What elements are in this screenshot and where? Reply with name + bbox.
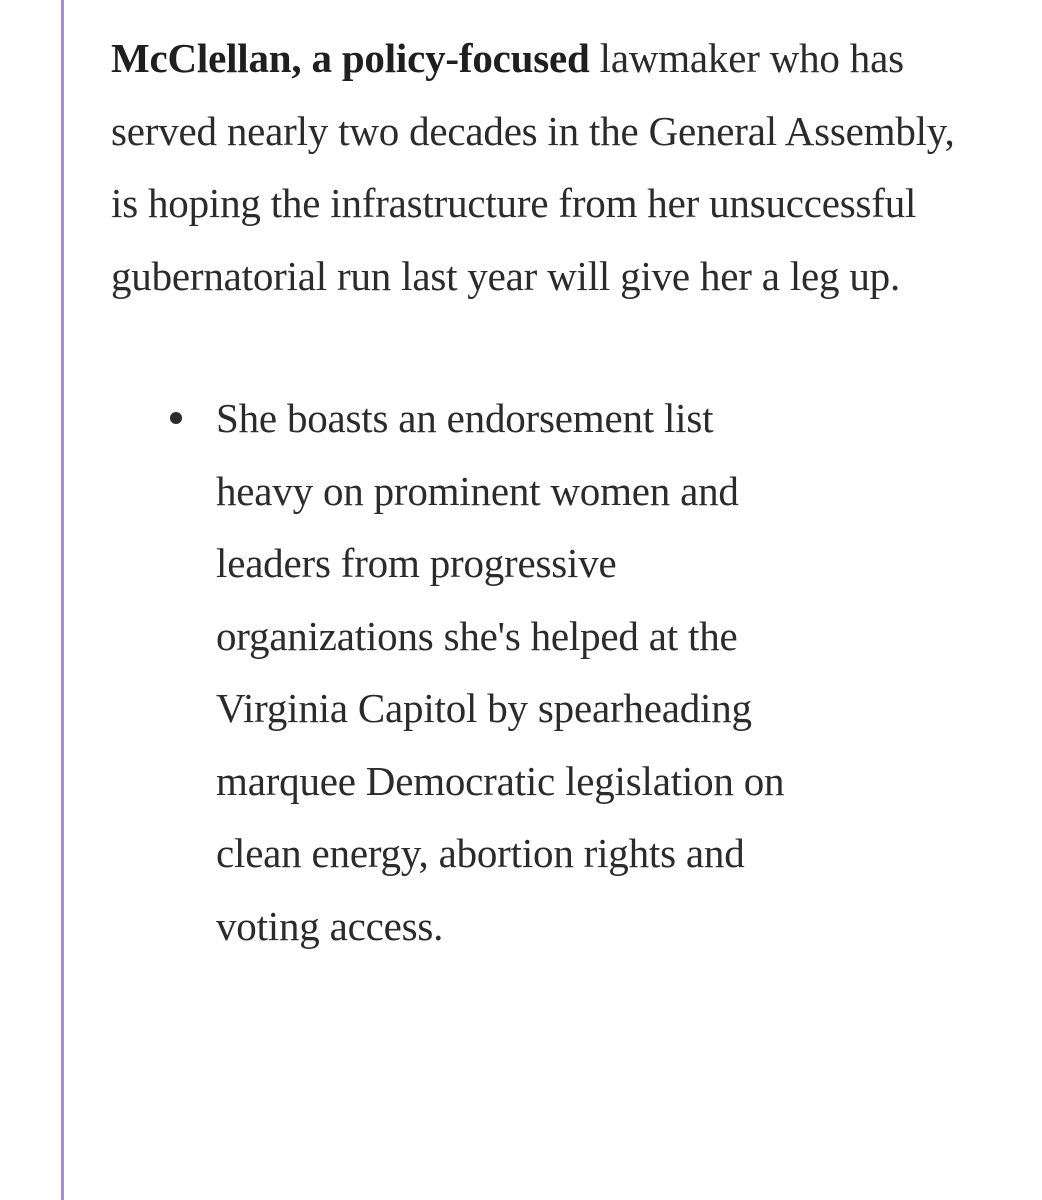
list-item	[111, 382, 816, 962]
article-paragraph	[111, 22, 991, 312]
bullet-dot-icon	[170, 412, 182, 424]
paragraph-lead-bold: McClellan, a policy-focused	[111, 35, 590, 81]
paragraph-text: lawmaker who has served nearly two decades in the General Assembly, is hoping the infrastructure from her unsuccessful gubernatorial run last year will give her a leg up.	[111, 35, 955, 299]
accent-rule	[61, 0, 64, 1200]
list-item-text: She boasts an endorsement list heavy on prominent women and leaders from progressive organizations she's helped at the Virginia Capitol by spearheading marquee Democratic legislation on clean energy, abortion rights and voting access.	[216, 395, 785, 949]
bullet-list	[111, 382, 991, 962]
article-body	[111, 22, 991, 962]
